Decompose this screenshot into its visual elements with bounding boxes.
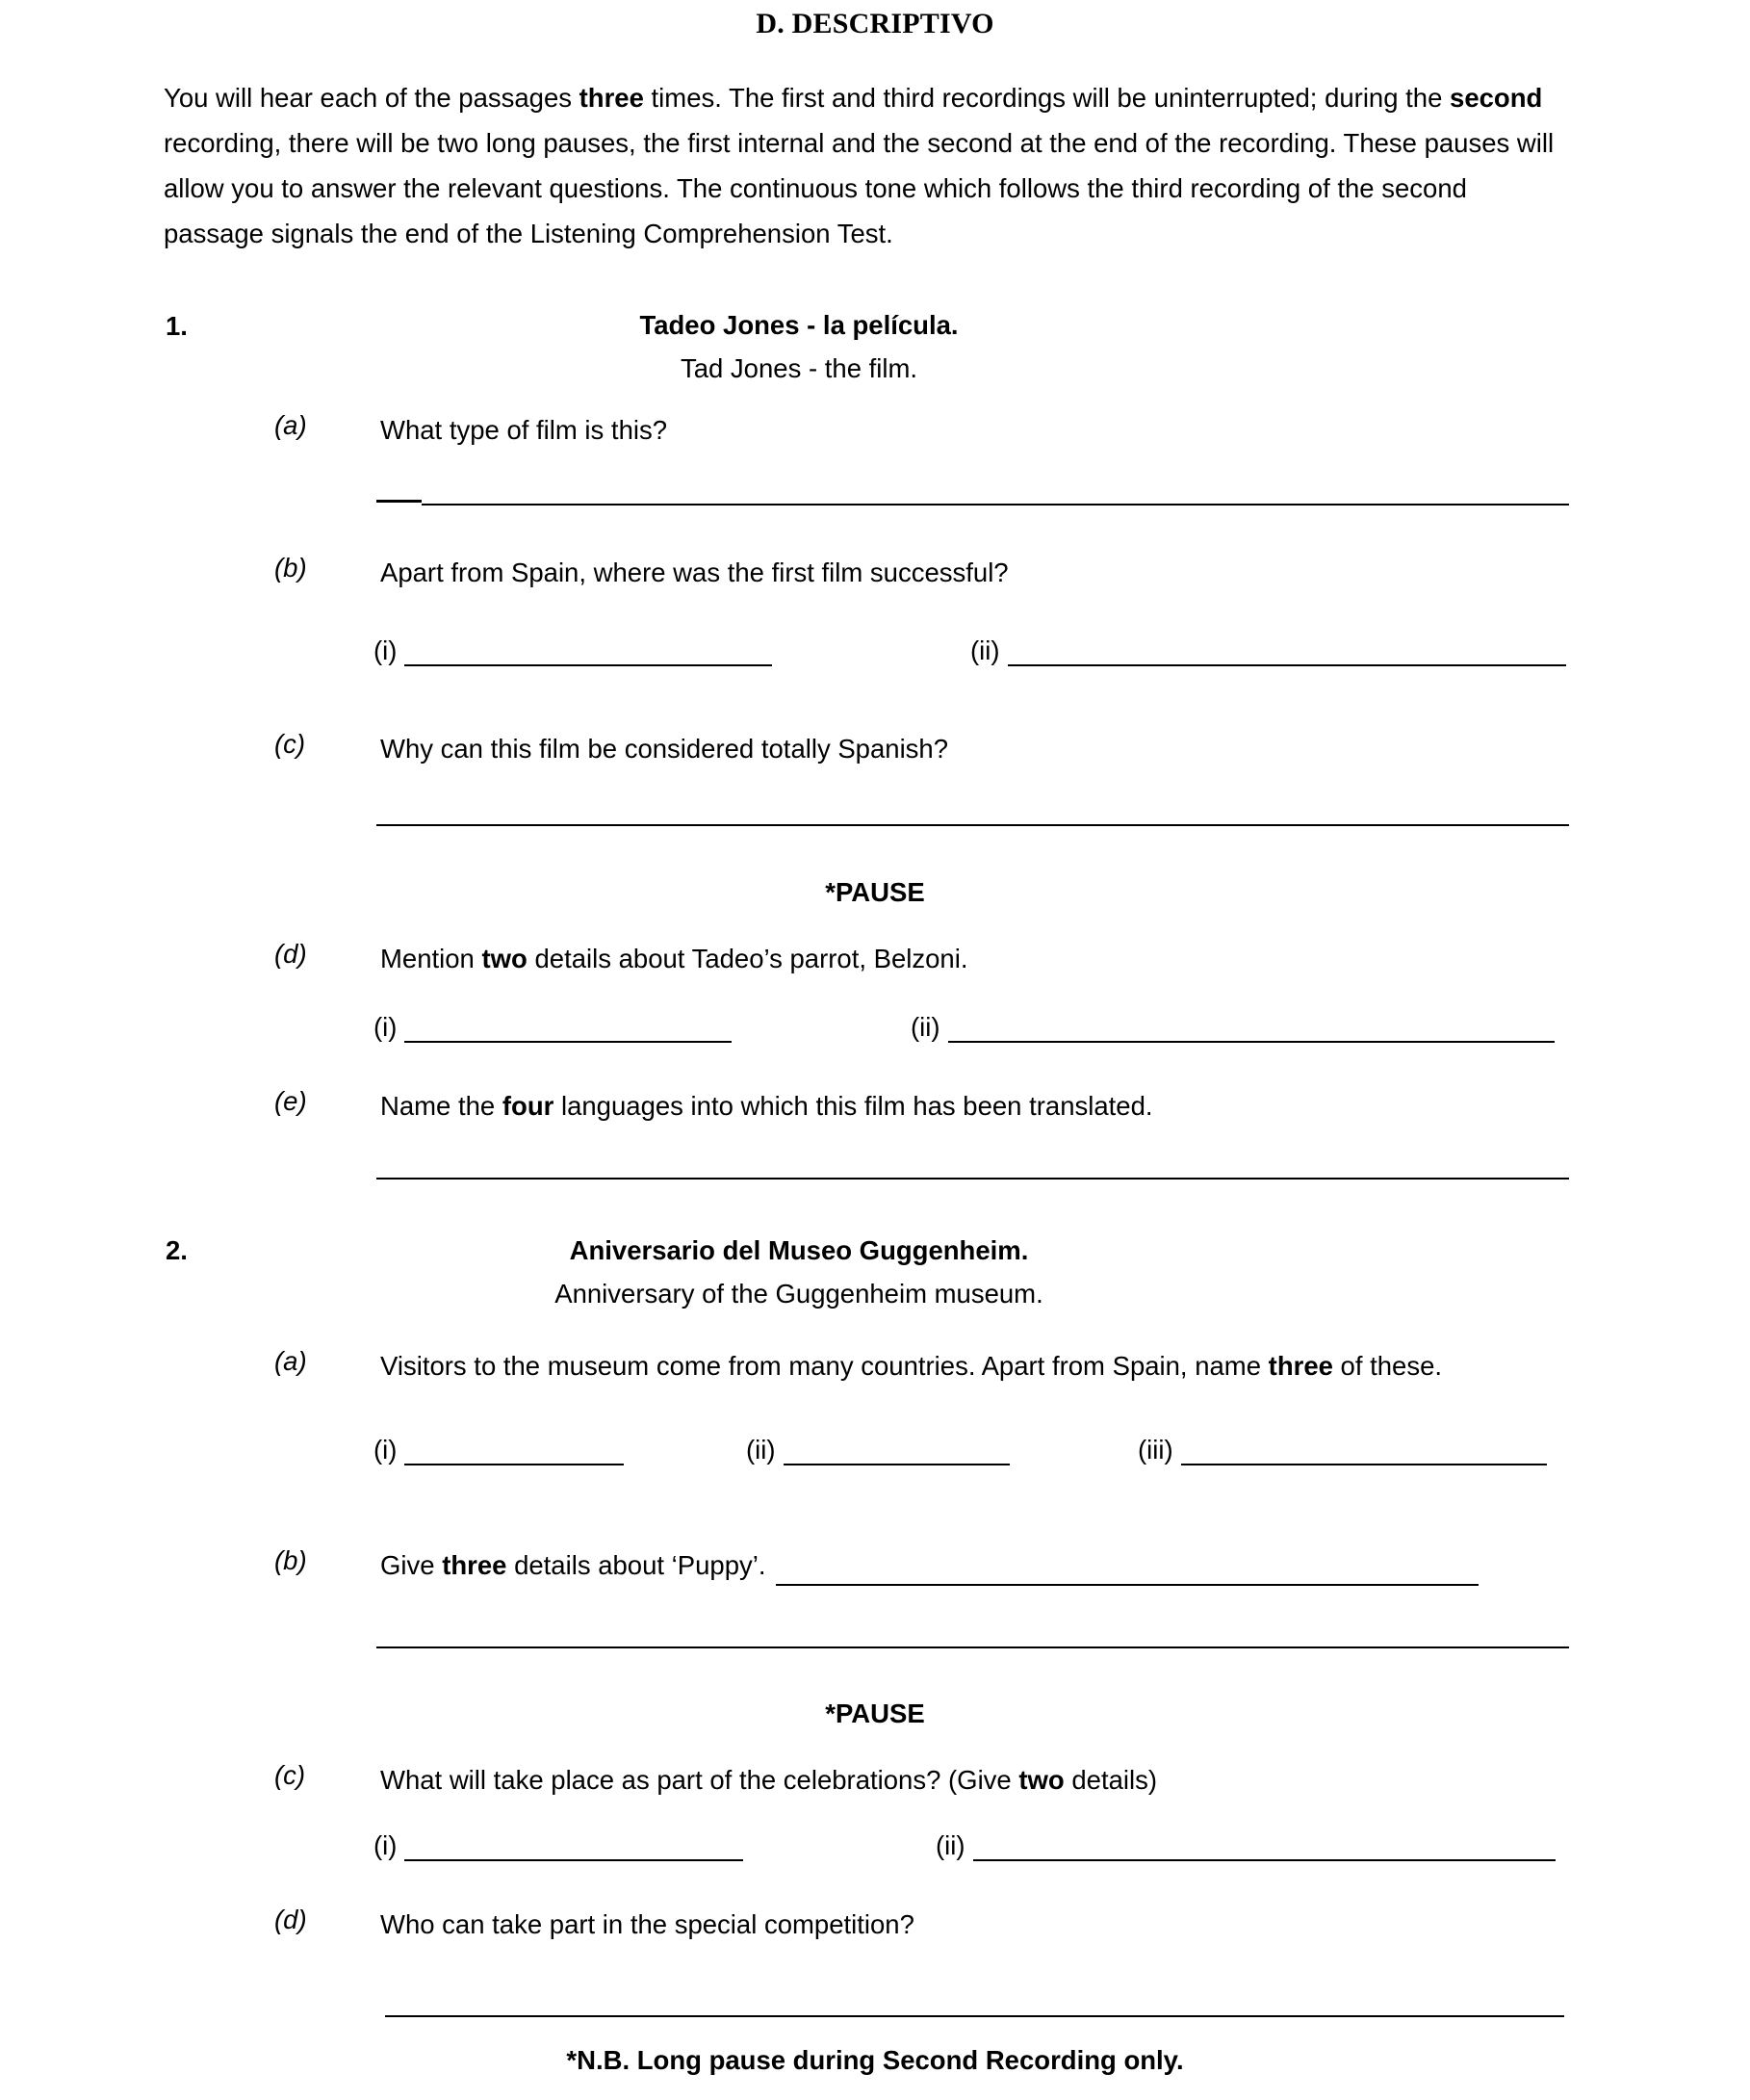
- question-2b-label: (b): [274, 1545, 307, 1575]
- answer-line-1a[interactable]: [422, 504, 1569, 506]
- question-2d-text: Who can take part in the special competition?: [380, 1909, 914, 1939]
- question-1b-text: Apart from Spain, where was the first film successful?: [380, 557, 1009, 587]
- section-number-2: 2.: [166, 1235, 188, 1265]
- question-1c-label: (c): [274, 729, 306, 759]
- blank-label-2a-ii: (ii): [746, 1435, 776, 1465]
- question-1a-label: (a): [274, 410, 307, 440]
- question-2a-text: [380, 1346, 1569, 1387]
- answer-line-2a-iii[interactable]: [1181, 1437, 1547, 1465]
- question-2b-text-part2: details about ‘Puppy’.: [506, 1550, 766, 1580]
- answer-blank-group-1d: [373, 1012, 732, 1043]
- answer-line-1d-ii[interactable]: [948, 1014, 1555, 1043]
- instructions-emphasis-second: second: [1450, 83, 1543, 113]
- answer-line-1a-stub[interactable]: [376, 500, 422, 503]
- answer-line-1c[interactable]: [376, 824, 1569, 826]
- footer-note: *N.B. Long pause during Second Recording only.: [566, 2045, 1184, 2075]
- question-1e-label: (e): [274, 1086, 307, 1116]
- instructions-text-part2: times. The first and third recordings will be uninterrupted; during the: [643, 83, 1451, 113]
- blank-label-1d-i: (i): [373, 1012, 398, 1042]
- answer-line-1b-i[interactable]: [404, 637, 772, 666]
- answer-line-2b-inline[interactable]: [776, 1559, 1479, 1586]
- question-1e-text: [380, 1086, 1564, 1127]
- answer-blank-group-1d-ii: [911, 1012, 1555, 1043]
- blank-label-2a-iii: (iii): [1138, 1435, 1173, 1465]
- answer-line-1b-ii[interactable]: [1008, 637, 1566, 666]
- answer-line-1d-i[interactable]: [404, 1014, 732, 1043]
- answer-blank-group-2a-iii: [1138, 1435, 1547, 1465]
- answer-line-1e[interactable]: [376, 1178, 1569, 1180]
- pause-marker-1: *PAUSE: [825, 877, 925, 907]
- question-2a-text-part1: Visitors to the museum come from many countries. Apart from Spain, name: [380, 1351, 1269, 1381]
- question-1d-text-part1: Mention: [380, 944, 482, 973]
- blank-label-2c-ii: (ii): [936, 1830, 965, 1860]
- question-2c-label: (c): [274, 1760, 306, 1790]
- question-2c-emphasis: two: [1018, 1765, 1065, 1795]
- blank-label-1d-ii: (ii): [911, 1012, 940, 1042]
- blank-label-2c-i: (i): [373, 1830, 398, 1860]
- question-2a-label: (a): [274, 1346, 307, 1376]
- answer-line-2c-i[interactable]: [404, 1832, 743, 1861]
- answer-line-2c-ii[interactable]: [973, 1832, 1556, 1861]
- answer-blank-group-1b: [373, 635, 772, 666]
- instructions-text-part3: recording, there will be two long pauses, the first internal and the second at the end of the recording. These pauses will allow you to answer the relevant questions. The continuous tone which follows the third recording of the second passage signals the end of the Listening Comprehension Test.: [164, 128, 1555, 248]
- instructions-emphasis-three: three: [579, 83, 644, 113]
- section-2-title-spanish: Aniversario del Museo Guggenheim.: [569, 1235, 1029, 1265]
- section-number-1: 1.: [166, 311, 188, 341]
- section-1-title-spanish: Tadeo Jones - la película.: [639, 310, 959, 340]
- question-1e-text-part1: Name the: [380, 1091, 502, 1121]
- question-2a-emphasis: three: [1268, 1351, 1333, 1381]
- answer-blank-group-2a-i: [373, 1435, 624, 1465]
- blank-label-1b-i: (i): [373, 635, 398, 665]
- answer-blank-group-2c-ii: [936, 1830, 1556, 1861]
- question-2d-label: (d): [274, 1905, 307, 1934]
- blank-label-2a-i: (i): [373, 1435, 398, 1465]
- answer-line-2a-i[interactable]: [404, 1437, 624, 1465]
- section-1-title-english: Tad Jones - the film.: [680, 353, 918, 383]
- answer-blank-group-2c-i: [373, 1830, 743, 1861]
- page-title: D. DESCRIPTIVO: [756, 8, 994, 39]
- question-2a-text-part2: of these.: [1332, 1351, 1443, 1381]
- section-2-title-english: Anniversary of the Guggenheim museum.: [554, 1279, 1043, 1309]
- question-1e-text-part2: languages into which this film has been translated.: [553, 1091, 1153, 1121]
- question-1d-label: (d): [274, 939, 307, 969]
- answer-blank-group-2a-ii: [746, 1435, 1010, 1465]
- instructions-paragraph: [164, 75, 1561, 256]
- question-1d-emphasis: two: [481, 944, 528, 973]
- question-2b-text-part1: Give: [380, 1550, 443, 1580]
- question-1e-emphasis: four: [502, 1091, 554, 1121]
- question-1c-text: Why can this film be considered totally Spanish?: [380, 734, 949, 764]
- answer-line-2d[interactable]: [385, 2015, 1564, 2017]
- question-2b-emphasis: three: [442, 1550, 507, 1580]
- question-2c-text-part1: What will take place as part of the celebrations? (Give: [380, 1765, 1019, 1795]
- answer-blank-group-1b-ii: [970, 635, 1566, 666]
- question-2c-text: [380, 1760, 1564, 1801]
- answer-line-2b[interactable]: [376, 1646, 1569, 1648]
- answer-line-2a-ii[interactable]: [784, 1437, 1010, 1465]
- question-2b-text: [380, 1545, 1564, 1586]
- instructions-text-part1: You will hear each of the passages: [164, 83, 579, 113]
- question-1b-label: (b): [274, 553, 307, 583]
- blank-label-1b-ii: (ii): [970, 635, 1000, 665]
- question-1a-text: What type of film is this?: [380, 415, 668, 445]
- question-1d-text: [380, 939, 1564, 979]
- question-2c-text-part2: details): [1064, 1765, 1158, 1795]
- pause-marker-2: *PAUSE: [825, 1698, 925, 1728]
- question-1d-text-part2: details about Tadeo’s parrot, Belzoni.: [527, 944, 968, 973]
